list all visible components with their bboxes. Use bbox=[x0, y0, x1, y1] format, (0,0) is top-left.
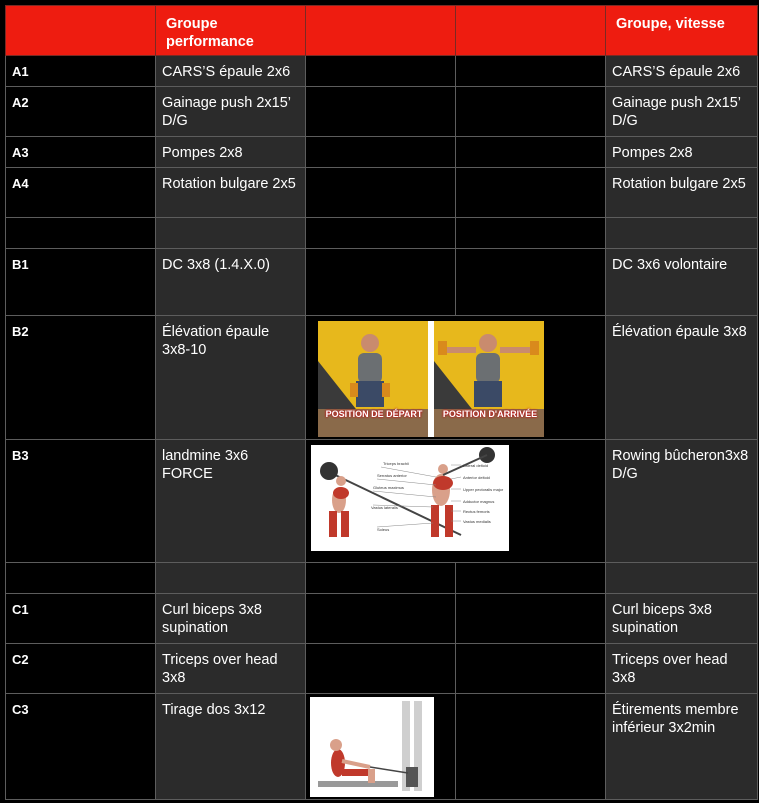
header-code bbox=[6, 6, 156, 56]
row-code: B1 bbox=[6, 249, 156, 316]
row-code bbox=[6, 563, 156, 594]
table-row bbox=[6, 594, 758, 644]
row-blank-cell bbox=[456, 168, 606, 218]
row-code bbox=[6, 218, 156, 249]
row-vitesse: Rotation bulgare 2x5 bbox=[606, 168, 758, 218]
muscle-label: Vastus medialis bbox=[463, 519, 491, 524]
row-performance: CARS’S épaule 2x6 bbox=[156, 56, 306, 87]
table-row bbox=[6, 137, 758, 168]
row-code: C1 bbox=[6, 594, 156, 644]
row-code: A2 bbox=[6, 87, 156, 137]
row-performance: Tirage dos 3x12 bbox=[156, 694, 306, 800]
row-blank-cell bbox=[456, 694, 606, 800]
row-performance: DC 3x8 (1.4.X.0) bbox=[156, 249, 306, 316]
table-row bbox=[6, 249, 758, 316]
muscle-label: Adductor magnus bbox=[463, 499, 495, 504]
row-image-cell bbox=[306, 249, 456, 316]
muscle-label: Rectus femoris bbox=[463, 509, 490, 514]
row-performance: Triceps over head 3x8 bbox=[156, 644, 306, 694]
row-image-cell bbox=[306, 440, 606, 563]
row-code: A4 bbox=[6, 168, 156, 218]
row-performance bbox=[156, 563, 306, 594]
workout-table bbox=[5, 5, 758, 800]
table-row bbox=[6, 168, 758, 218]
row-code: A3 bbox=[6, 137, 156, 168]
header-vitesse: Groupe, vitesse bbox=[606, 6, 758, 56]
row-code: C2 bbox=[6, 644, 156, 694]
row-image-cell bbox=[306, 563, 456, 594]
table-row-spacer bbox=[6, 563, 758, 594]
header-blank bbox=[456, 6, 606, 56]
header-image bbox=[306, 6, 456, 56]
table-row bbox=[6, 440, 758, 563]
row-vitesse bbox=[606, 563, 758, 594]
row-image-cell bbox=[306, 694, 456, 800]
row-code: C3 bbox=[6, 694, 156, 800]
table-row-spacer bbox=[6, 218, 758, 249]
row-vitesse: Étirements membre inférieur 3x2min bbox=[606, 694, 758, 800]
row-image-cell bbox=[306, 218, 456, 249]
row-performance: Pompes 2x8 bbox=[156, 137, 306, 168]
row-blank-cell bbox=[456, 563, 606, 594]
row-blank-cell bbox=[456, 644, 606, 694]
muscle-label: Vastus lateralis bbox=[371, 505, 398, 510]
table-row bbox=[6, 56, 758, 87]
row-vitesse: DC 3x6 volontaire bbox=[606, 249, 758, 316]
row-image-cell bbox=[306, 137, 456, 168]
row-vitesse bbox=[606, 218, 758, 249]
row-performance: Gainage push 2x15’ D/G bbox=[156, 87, 306, 137]
row-blank-cell bbox=[456, 87, 606, 137]
row-code: A1 bbox=[6, 56, 156, 87]
muscle-label: Upper pectoralis major bbox=[463, 487, 504, 492]
row-performance: landmine 3x6 FORCE bbox=[156, 440, 306, 563]
row-code: B3 bbox=[6, 440, 156, 563]
header-row bbox=[6, 6, 758, 56]
table-row bbox=[6, 316, 758, 440]
row-vitesse: CARS’S épaule 2x6 bbox=[606, 56, 758, 87]
muscle-label: Lateral deltoid bbox=[463, 463, 489, 468]
row-vitesse: Rowing bûcheron3x8 D/G bbox=[606, 440, 758, 563]
row-performance bbox=[156, 218, 306, 249]
table-row bbox=[6, 694, 758, 800]
row-blank-cell bbox=[456, 137, 606, 168]
row-vitesse: Triceps over head 3x8 bbox=[606, 644, 758, 694]
row-blank-cell bbox=[456, 249, 606, 316]
row-image-cell bbox=[306, 168, 456, 218]
row-image-cell bbox=[306, 316, 606, 440]
row-image-cell bbox=[306, 594, 456, 644]
muscle-label: Gluteus maximus bbox=[373, 485, 404, 490]
row-vitesse: Pompes 2x8 bbox=[606, 137, 758, 168]
row-performance: Rotation bulgare 2x5 bbox=[156, 168, 306, 218]
row-image-cell bbox=[306, 87, 456, 137]
row-performance: Élévation épaule 3x8-10 bbox=[156, 316, 306, 440]
muscle-label: Soleus bbox=[377, 527, 390, 532]
landmine-anatomy-illustration bbox=[311, 445, 509, 551]
seated-row-illustration bbox=[310, 697, 434, 797]
row-performance: Curl biceps 3x8 supination bbox=[156, 594, 306, 644]
row-blank-cell bbox=[456, 594, 606, 644]
row-vitesse: Curl biceps 3x8 supination bbox=[606, 594, 758, 644]
lateral-raise-photo bbox=[318, 321, 544, 437]
table-row bbox=[6, 87, 758, 137]
start-position-caption: POSITION DE DÉPART bbox=[325, 409, 423, 419]
row-vitesse: Élévation épaule 3x8 bbox=[606, 316, 758, 440]
row-code: B2 bbox=[6, 316, 156, 440]
header-performance: Groupe performance bbox=[156, 6, 306, 56]
end-position-caption: POSITION D'ARRIVÉE bbox=[442, 409, 538, 419]
table-row bbox=[6, 644, 758, 694]
row-blank-cell bbox=[456, 218, 606, 249]
muscle-label: Anterior deltoid bbox=[463, 475, 490, 480]
row-image-cell bbox=[306, 644, 456, 694]
row-vitesse: Gainage push 2x15’ D/G bbox=[606, 87, 758, 137]
muscle-label: Serratus anterior bbox=[377, 473, 407, 478]
row-image-cell bbox=[306, 56, 456, 87]
row-blank-cell bbox=[456, 56, 606, 87]
muscle-label: Triceps brachii bbox=[383, 461, 409, 466]
